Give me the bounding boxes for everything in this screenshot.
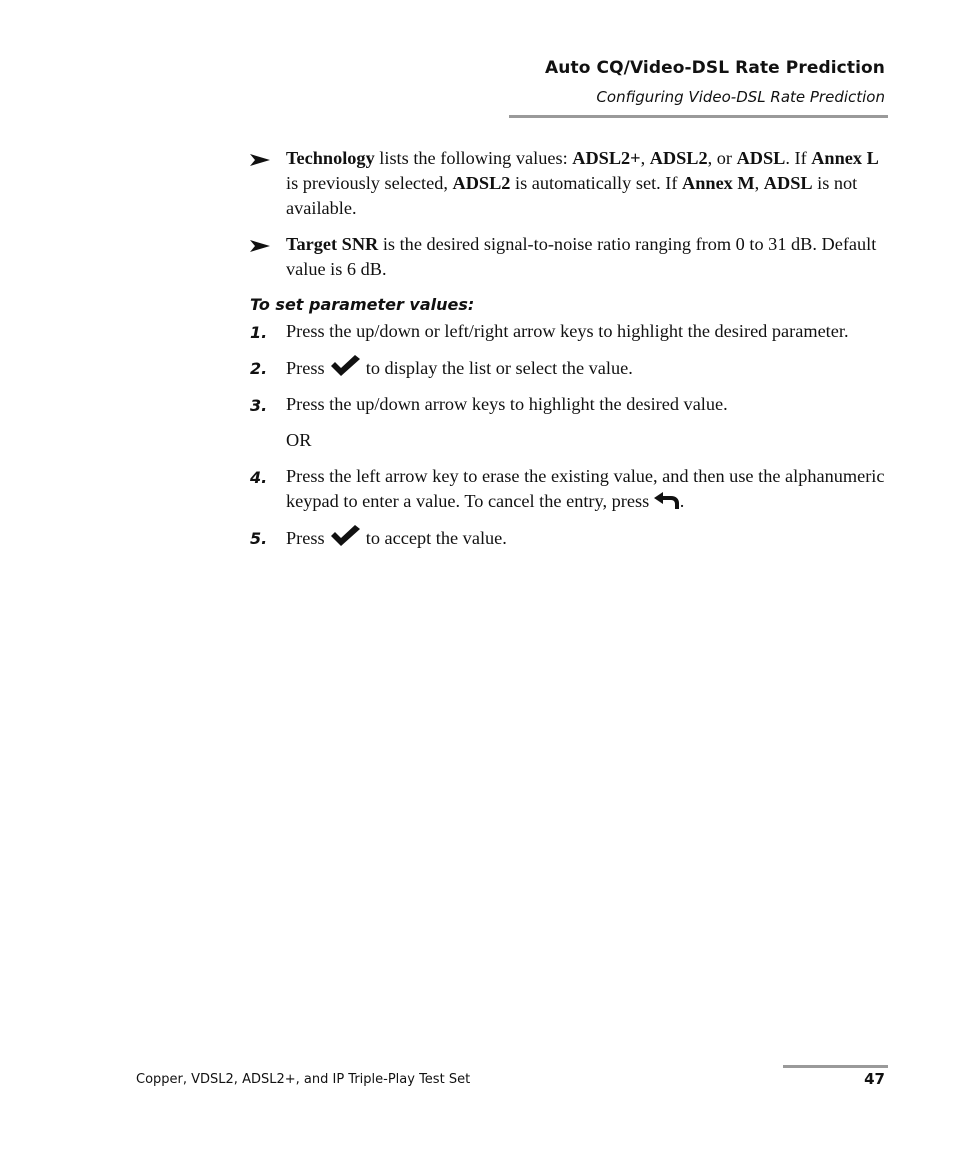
- page-number: 47: [864, 1070, 885, 1088]
- term-target-snr: Target SNR: [286, 234, 379, 254]
- step-number: 4.: [250, 468, 268, 487]
- bullet-text: is automatically set. If: [510, 173, 683, 193]
- footer-rule: [783, 1065, 888, 1068]
- step-3: [250, 392, 890, 417]
- step-number: 1.: [250, 323, 268, 342]
- return-arrow-icon: [654, 492, 680, 510]
- bullet-text: . If: [785, 148, 812, 168]
- step-number: 2.: [250, 359, 268, 378]
- checkmark-icon: [329, 525, 361, 547]
- term-technology: Technology: [286, 148, 375, 168]
- step-text: Press: [286, 358, 330, 378]
- step-text: Press the up/down or left/right arrow keys to highlight the desired parameter.: [286, 321, 849, 341]
- bullet-text: ,: [640, 148, 650, 168]
- bullet-text: , or: [707, 148, 737, 168]
- step-5: [250, 525, 890, 551]
- step-text: Press: [286, 528, 330, 548]
- page-header-title: Auto CQ/Video-DSL Rate Prediction: [545, 58, 885, 78]
- term-annex-l: Annex L: [811, 148, 879, 168]
- bullet-text: is the desired signal-to-noise ratio ranging from 0 to 31 dB. Default value is 6 dB.: [286, 234, 877, 279]
- bullet-text: is previously selected,: [286, 173, 453, 193]
- bullet-text: is not available.: [286, 173, 858, 218]
- arrow-bullet-icon: [250, 240, 270, 252]
- term-adsl2plus: ADSL2+: [572, 148, 641, 168]
- bullet-technology: [250, 146, 890, 221]
- step-4: [250, 464, 890, 514]
- step-text: to display the list or select the value.: [361, 358, 633, 378]
- arrow-bullet-icon: [250, 154, 270, 166]
- procedure-heading: To set parameter values:: [250, 295, 475, 314]
- or-separator: OR: [286, 430, 312, 450]
- term-annex-m: Annex M: [682, 173, 755, 193]
- term-adsl2: ADSL2: [649, 148, 708, 168]
- bullet-text: ,: [754, 173, 764, 193]
- bullet-text: lists the following values:: [374, 148, 573, 168]
- footer-product-name: Copper, VDSL2, ADSL2+, and IP Triple-Play Test Set: [136, 1072, 471, 1087]
- step-text: to accept the value.: [361, 528, 507, 548]
- checkmark-icon: [329, 355, 361, 377]
- term-adsl: ADSL: [736, 148, 786, 168]
- term-adsl2: ADSL2: [452, 173, 511, 193]
- step-number: 3.: [250, 396, 268, 415]
- step-text: .: [679, 491, 685, 511]
- step-2: [250, 355, 890, 381]
- step-text: Press the up/down arrow keys to highlight the desired value.: [286, 394, 728, 414]
- term-adsl: ADSL: [763, 173, 813, 193]
- bullet-target-snr: [250, 232, 890, 282]
- step-text: Press the left arrow key to erase the existing value, and then use the alphanumeric keypad to enter a value. To cancel the entry, press: [286, 466, 885, 511]
- page-content: [250, 146, 890, 562]
- header-rule: [509, 115, 888, 118]
- page-header-subtitle: Configuring Video-DSL Rate Prediction: [596, 88, 885, 106]
- step-number: 5.: [250, 529, 268, 548]
- step-1: [250, 319, 890, 344]
